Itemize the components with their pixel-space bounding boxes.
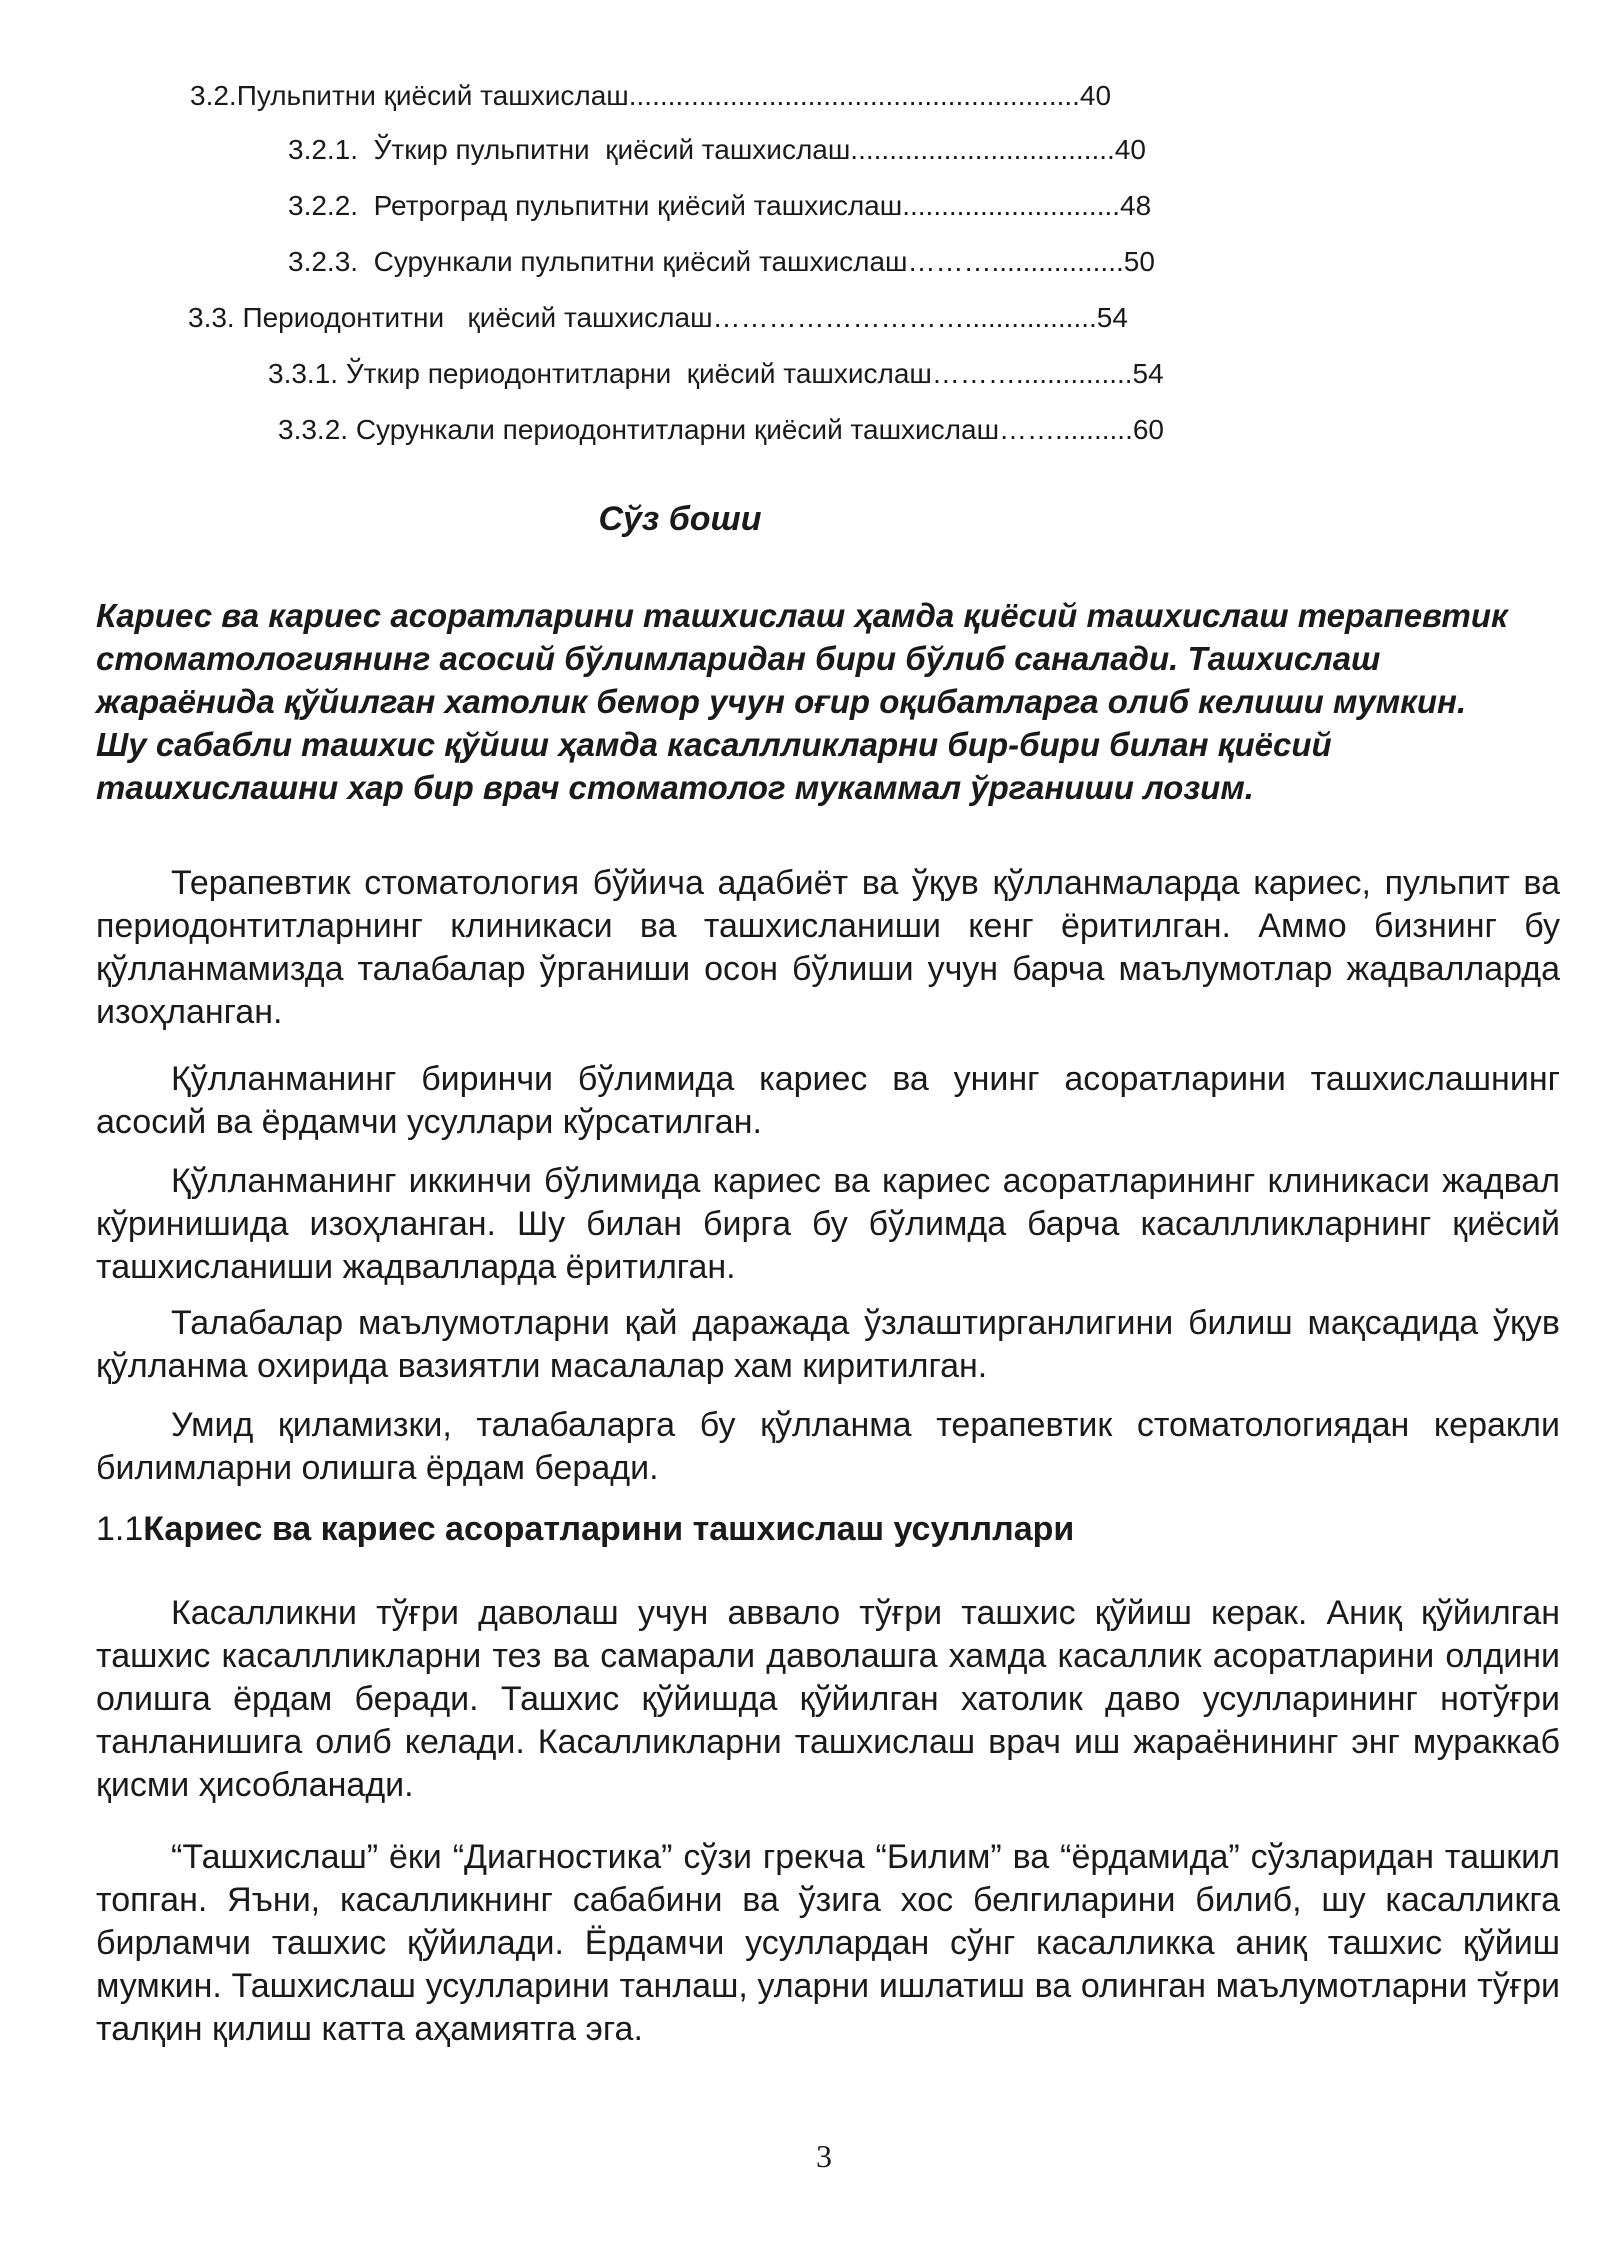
toc-entry-3-3-2: 3.3.2. Сурункали периодонтитларни қиёсий ташхислаш……..........60	[278, 414, 1164, 445]
preface-title: Сўз боши	[598, 500, 762, 538]
toc-entry-3-3-1: 3.3.1. Ўткир периодонтитларни қиёсий ташхислаш………...............54	[268, 358, 1164, 389]
intro-paragraph: Кариес ва кариес асоратларини ташхислаш ҳамда қиёсий ташхислаш терапевтик стоматологиянинг асосий бўлимларидан бири бўлиб саналади. Ташхислаш жараёнида қўйилган хатолик бемор учун оғир оқибатларга олиб келиши мумкин. Шу сабабли ташхис қўйиш ҳамда касаллликларни бир-бири билан қиёсий ташхислашни хар бир врач стоматолог мукаммал ўрганиши лозим.	[96, 597, 1508, 806]
toc-entry-3-3: 3.3. Периодонтитни қиёсий ташхислаш……………………….................54	[188, 302, 1128, 333]
section-number: 1.1	[96, 1510, 144, 1548]
toc-entry-3-2-3: 3.2.3. Сурункали пульпитни қиёсий ташхислаш……….................50	[288, 246, 1155, 277]
page-number: 3	[816, 2138, 832, 2174]
toc-entry-3-2-1: 3.2.1. Ўткир пульпитни қиёсий ташхислаш..................................40	[288, 134, 1146, 165]
body-paragraph: Талабалар маълумотларни қай даражада ўзлаштирганлигини билиш мақсадида ўқув қўлланма охирида вазиятли масалалар хам киритилган.	[96, 1304, 1560, 1385]
body-paragraph: Терапевтик стоматология бўйича адабиёт ва ўқув қўлланмаларда кариес, пульпит ва периодонтитларнинг клиникаси ва ташхисланиши кенг ёритилган. Аммо бизнинг бу қўлланмамизда талабалар ўрганиши осон бўлиши учун барча маълумотлар жадвалларда изоҳланган.	[96, 864, 1560, 1031]
toc-entry-3-2-2: 3.2.2. Ретроград пульпитни қиёсий ташхислаш............................48	[288, 190, 1152, 221]
section-heading	[96, 1508, 1074, 1550]
body-paragraph: Умид қиламизки, талабаларга бу қўлланма терапевтик стоматологиядан керакли билимларни олишга ёрдам беради.	[96, 1406, 1560, 1487]
body-paragraph: Қўлланманинг иккинчи бўлимида кариес ва кариес асоратларининг клиникаси жадвал кўринишида изоҳланган. Шу билан бирга бу бўлимда барча касаллликларнинг қиёсий ташхисланиши жадвалларда ёритилган.	[96, 1162, 1560, 1286]
toc-entry-3-2: 3.2.Пульпитни қиёсий ташхислаш..........................................................40	[190, 80, 1112, 111]
body-paragraph: Қўлланманинг биринчи бўлимида кариес ва унинг асоратларини ташхислашнинг асосий ва ёрдамчи усуллари кўрсатилган.	[96, 1060, 1560, 1141]
section-paragraph: “Ташхислаш” ёки “Диагностика” сўзи грекча “Билим” ва “ёрдамида” сўзларидан ташкил топган. Яъни, касалликнинг сабабини ва ўзига хос белгиларини билиб, шу касалликга бирламчи ташхис қўйилади. Ёрдамчи усуллардан сўнг касалликка аниқ ташхис қўйиш мумкин. Ташхислаш усулларини танлаш, уларни ишлатиш ва олинган маълумотларни тўғри талқин қилиш катта аҳамиятга эга.	[96, 1838, 1560, 2048]
section-paragraph: Касалликни тўғри даволаш учун аввало тўғри ташхис қўйиш керак. Аниқ қўйилган ташхис касаллликларни тез ва самарали даволашга хамда касаллик асоратларини олдини олишга ёрдам беради. Ташхис қўйишда қўйилган хатолик даво усулларининг нотўғри танланишига олиб келади. Касалликларни ташхислаш врач иш жараёнининг энг мураккаб қисми ҳисобланади.	[96, 1594, 1560, 1804]
section-title: Кариес ва кариес асоратларини ташхислаш усулллари	[143, 1510, 1075, 1548]
